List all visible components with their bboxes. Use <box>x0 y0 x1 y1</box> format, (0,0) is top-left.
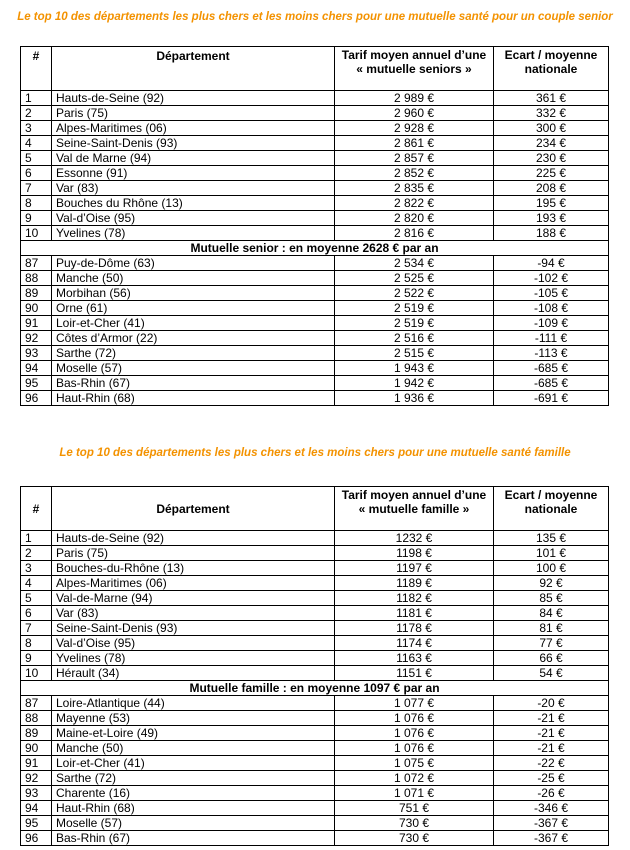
departement-cell: Manche (50) <box>52 741 335 756</box>
ecart-cell: -102 € <box>494 271 609 286</box>
departement-cell: Loir-et-Cher (41) <box>52 756 335 771</box>
table-row <box>21 816 609 831</box>
tarif-cell: 1163 € <box>335 651 494 666</box>
ecart-cell: -685 € <box>494 361 609 376</box>
column-header-ecart: Ecart / moyenne nationale <box>494 47 609 91</box>
ecart-cell: -25 € <box>494 771 609 786</box>
table-row <box>21 256 609 271</box>
tarif-cell: 1 076 € <box>335 741 494 756</box>
rank-cell: 87 <box>21 696 52 711</box>
rank-cell: 95 <box>21 376 52 391</box>
rank-cell: 4 <box>21 576 52 591</box>
ecart-cell: 101 € <box>494 546 609 561</box>
rank-cell: 93 <box>21 346 52 361</box>
table-row <box>21 696 609 711</box>
departement-cell: Orne (61) <box>52 301 335 316</box>
departement-cell: Val-de-Marne (94) <box>52 591 335 606</box>
ecart-cell: -113 € <box>494 346 609 361</box>
rank-cell: 6 <box>21 166 52 181</box>
ecart-cell: -685 € <box>494 376 609 391</box>
column-header-ecart: Ecart / moyenne nationale <box>494 487 609 531</box>
departement-cell: Yvelines (78) <box>52 226 335 241</box>
table-row <box>21 316 609 331</box>
tarif-cell: 1197 € <box>335 561 494 576</box>
departement-cell: Paris (75) <box>52 546 335 561</box>
departement-cell: Val de Marne (94) <box>52 151 335 166</box>
tarif-cell: 1 075 € <box>335 756 494 771</box>
ecart-cell: -367 € <box>494 831 609 846</box>
departement-cell: Val-d’Oise (95) <box>52 636 335 651</box>
ecart-cell: -346 € <box>494 801 609 816</box>
average-separator-row <box>21 681 609 696</box>
table-row <box>21 346 609 361</box>
average-label: Mutuelle famille : en moyenne 1097 € par an <box>21 681 609 696</box>
table-row <box>21 546 609 561</box>
table-row <box>21 726 609 741</box>
rank-cell: 2 <box>21 106 52 121</box>
ecart-cell: 193 € <box>494 211 609 226</box>
rank-cell: 91 <box>21 756 52 771</box>
ecart-cell: -21 € <box>494 711 609 726</box>
ecart-cell: -94 € <box>494 256 609 271</box>
rank-cell: 90 <box>21 741 52 756</box>
ecart-cell: 100 € <box>494 561 609 576</box>
departement-cell: Var (83) <box>52 606 335 621</box>
ecart-cell: -21 € <box>494 726 609 741</box>
rank-cell: 8 <box>21 196 52 211</box>
average-separator-row <box>21 241 609 256</box>
ecart-cell: 92 € <box>494 576 609 591</box>
departement-cell: Mayenne (53) <box>52 711 335 726</box>
departement-cell: Charente (16) <box>52 786 335 801</box>
tarif-cell: 751 € <box>335 801 494 816</box>
table-row <box>21 786 609 801</box>
departement-cell: Yvelines (78) <box>52 651 335 666</box>
rank-cell: 10 <box>21 666 52 681</box>
departement-cell: Hauts-de-Seine (92) <box>52 531 335 546</box>
table-row <box>21 301 609 316</box>
tarif-cell: 1182 € <box>335 591 494 606</box>
ecart-cell: 188 € <box>494 226 609 241</box>
rank-cell: 94 <box>21 801 52 816</box>
column-header-departement: Département <box>52 487 335 531</box>
tarif-cell: 2 516 € <box>335 331 494 346</box>
tarif-cell: 1198 € <box>335 546 494 561</box>
departement-cell: Moselle (57) <box>52 361 335 376</box>
departement-cell: Hérault (34) <box>52 666 335 681</box>
rank-cell: 1 <box>21 91 52 106</box>
tarif-cell: 2 515 € <box>335 346 494 361</box>
tarif-cell: 1 936 € <box>335 391 494 406</box>
departement-cell: Essonne (91) <box>52 166 335 181</box>
rank-cell: 88 <box>21 711 52 726</box>
rank-cell: 3 <box>21 561 52 576</box>
ecart-cell: 208 € <box>494 181 609 196</box>
rank-cell: 93 <box>21 786 52 801</box>
table-row <box>21 226 609 241</box>
ecart-cell: -22 € <box>494 756 609 771</box>
departement-cell: Maine-et-Loire (49) <box>52 726 335 741</box>
table-row <box>21 181 609 196</box>
tarif-cell: 1 077 € <box>335 696 494 711</box>
rank-cell: 94 <box>21 361 52 376</box>
table-row <box>21 771 609 786</box>
rank-cell: 91 <box>21 316 52 331</box>
ecart-cell: 361 € <box>494 91 609 106</box>
rank-cell: 7 <box>21 621 52 636</box>
ecart-cell: -109 € <box>494 316 609 331</box>
departement-cell: Paris (75) <box>52 106 335 121</box>
ecart-cell: -105 € <box>494 286 609 301</box>
rank-cell: 96 <box>21 831 52 846</box>
tarif-cell: 1178 € <box>335 621 494 636</box>
ecart-cell: -21 € <box>494 741 609 756</box>
tarif-cell: 2 928 € <box>335 121 494 136</box>
tarif-cell: 2 861 € <box>335 136 494 151</box>
rank-cell: 10 <box>21 226 52 241</box>
departement-cell: Hauts-de-Seine (92) <box>52 91 335 106</box>
table-row <box>21 211 609 226</box>
table-row <box>21 286 609 301</box>
departement-cell: Côtes d’Armor (22) <box>52 331 335 346</box>
family-departments-table <box>20 486 609 846</box>
column-header-tarif: Tarif moyen annuel d’une « mutuelle seniors » <box>335 47 494 91</box>
tarif-cell: 2 857 € <box>335 151 494 166</box>
table-row <box>21 331 609 346</box>
tarif-cell: 2 525 € <box>335 271 494 286</box>
average-label: Mutuelle senior : en moyenne 2628 € par an <box>21 241 609 256</box>
ecart-cell: 332 € <box>494 106 609 121</box>
ecart-cell: 135 € <box>494 531 609 546</box>
rank-cell: 8 <box>21 636 52 651</box>
departement-cell: Sarthe (72) <box>52 346 335 361</box>
ecart-cell: 225 € <box>494 166 609 181</box>
departement-cell: Bouches-du-Rhône (13) <box>52 561 335 576</box>
rank-cell: 87 <box>21 256 52 271</box>
ecart-cell: 84 € <box>494 606 609 621</box>
senior-departments-table <box>20 46 609 406</box>
tarif-cell: 1 072 € <box>335 771 494 786</box>
tarif-cell: 2 820 € <box>335 211 494 226</box>
senior-table-title: Le top 10 des départements les plus chers et les moins chers pour une mutuelle santé pour un couple senior <box>17 11 613 23</box>
table-row <box>21 376 609 391</box>
ecart-cell: 234 € <box>494 136 609 151</box>
table-row <box>21 801 609 816</box>
table-row <box>21 651 609 666</box>
table-row <box>21 151 609 166</box>
departement-cell: Alpes-Maritimes (06) <box>52 576 335 591</box>
departement-cell: Bouches du Rhône (13) <box>52 196 335 211</box>
table-row <box>21 636 609 651</box>
tarif-cell: 730 € <box>335 831 494 846</box>
table-row <box>21 576 609 591</box>
ecart-cell: 230 € <box>494 151 609 166</box>
tarif-cell: 2 835 € <box>335 181 494 196</box>
rank-cell: 5 <box>21 591 52 606</box>
tarif-cell: 2 519 € <box>335 301 494 316</box>
departement-cell: Moselle (57) <box>52 816 335 831</box>
table-row <box>21 831 609 846</box>
rank-cell: 5 <box>21 151 52 166</box>
table-row <box>21 741 609 756</box>
tarif-cell: 1181 € <box>335 606 494 621</box>
tarif-cell: 1 942 € <box>335 376 494 391</box>
table-row <box>21 711 609 726</box>
ecart-cell: 77 € <box>494 636 609 651</box>
tarif-cell: 2 852 € <box>335 166 494 181</box>
rank-cell: 9 <box>21 651 52 666</box>
table-row <box>21 591 609 606</box>
tarif-cell: 1 071 € <box>335 786 494 801</box>
table-row <box>21 91 609 106</box>
tarif-cell: 1 076 € <box>335 711 494 726</box>
tarif-cell: 1232 € <box>335 531 494 546</box>
rank-cell: 6 <box>21 606 52 621</box>
column-header-rank: # <box>21 47 52 91</box>
tarif-cell: 2 989 € <box>335 91 494 106</box>
tarif-cell: 2 816 € <box>335 226 494 241</box>
tarif-cell: 2 522 € <box>335 286 494 301</box>
departement-cell: Val-d’Oise (95) <box>52 211 335 226</box>
rank-cell: 92 <box>21 771 52 786</box>
table-row <box>21 106 609 121</box>
table-row <box>21 561 609 576</box>
table-row <box>21 196 609 211</box>
departement-cell: Manche (50) <box>52 271 335 286</box>
tarif-cell: 730 € <box>335 816 494 831</box>
departement-cell: Alpes-Maritimes (06) <box>52 121 335 136</box>
table-row <box>21 606 609 621</box>
table-row <box>21 666 609 681</box>
table-row <box>21 621 609 636</box>
ecart-cell: -367 € <box>494 816 609 831</box>
tarif-cell: 2 960 € <box>335 106 494 121</box>
rank-cell: 92 <box>21 331 52 346</box>
table-row <box>21 136 609 151</box>
tarif-cell: 2 822 € <box>335 196 494 211</box>
departement-cell: Puy-de-Dôme (63) <box>52 256 335 271</box>
departement-cell: Haut-Rhin (68) <box>52 391 335 406</box>
departement-cell: Seine-Saint-Denis (93) <box>52 621 335 636</box>
tarif-cell: 1 076 € <box>335 726 494 741</box>
rank-cell: 1 <box>21 531 52 546</box>
ecart-cell: -111 € <box>494 331 609 346</box>
departement-cell: Seine-Saint-Denis (93) <box>52 136 335 151</box>
departement-cell: Sarthe (72) <box>52 771 335 786</box>
tarif-cell: 1174 € <box>335 636 494 651</box>
table-row <box>21 756 609 771</box>
ecart-cell: -691 € <box>494 391 609 406</box>
tarif-cell: 1 943 € <box>335 361 494 376</box>
ecart-cell: 300 € <box>494 121 609 136</box>
ecart-cell: -26 € <box>494 786 609 801</box>
departement-cell: Haut-Rhin (68) <box>52 801 335 816</box>
rank-cell: 3 <box>21 121 52 136</box>
rank-cell: 89 <box>21 726 52 741</box>
rank-cell: 88 <box>21 271 52 286</box>
tarif-cell: 1189 € <box>335 576 494 591</box>
tarif-cell: 2 534 € <box>335 256 494 271</box>
ecart-cell: 66 € <box>494 651 609 666</box>
ecart-cell: -108 € <box>494 301 609 316</box>
rank-cell: 89 <box>21 286 52 301</box>
ecart-cell: -20 € <box>494 696 609 711</box>
departement-cell: Var (83) <box>52 181 335 196</box>
family-table-title: Le top 10 des départements les plus chers et les moins chers pour une mutuelle santé famille <box>59 447 571 459</box>
tarif-cell: 1151 € <box>335 666 494 681</box>
table-row <box>21 531 609 546</box>
departement-cell: Morbihan (56) <box>52 286 335 301</box>
ecart-cell: 54 € <box>494 666 609 681</box>
departement-cell: Bas-Rhin (67) <box>52 831 335 846</box>
ecart-cell: 85 € <box>494 591 609 606</box>
rank-cell: 7 <box>21 181 52 196</box>
departement-cell: Bas-Rhin (67) <box>52 376 335 391</box>
table-row <box>21 391 609 406</box>
ecart-cell: 195 € <box>494 196 609 211</box>
column-header-rank: # <box>21 487 52 531</box>
rank-cell: 9 <box>21 211 52 226</box>
ecart-cell: 81 € <box>494 621 609 636</box>
column-header-tarif: Tarif moyen annuel d’une « mutuelle famille » <box>335 487 494 531</box>
column-header-departement: Département <box>52 47 335 91</box>
table-row <box>21 121 609 136</box>
departement-cell: Loire-Atlantique (44) <box>52 696 335 711</box>
table-row <box>21 361 609 376</box>
table-row <box>21 166 609 181</box>
table-row <box>21 271 609 286</box>
rank-cell: 4 <box>21 136 52 151</box>
departement-cell: Loir-et-Cher (41) <box>52 316 335 331</box>
rank-cell: 95 <box>21 816 52 831</box>
tarif-cell: 2 519 € <box>335 316 494 331</box>
rank-cell: 2 <box>21 546 52 561</box>
rank-cell: 96 <box>21 391 52 406</box>
rank-cell: 90 <box>21 301 52 316</box>
